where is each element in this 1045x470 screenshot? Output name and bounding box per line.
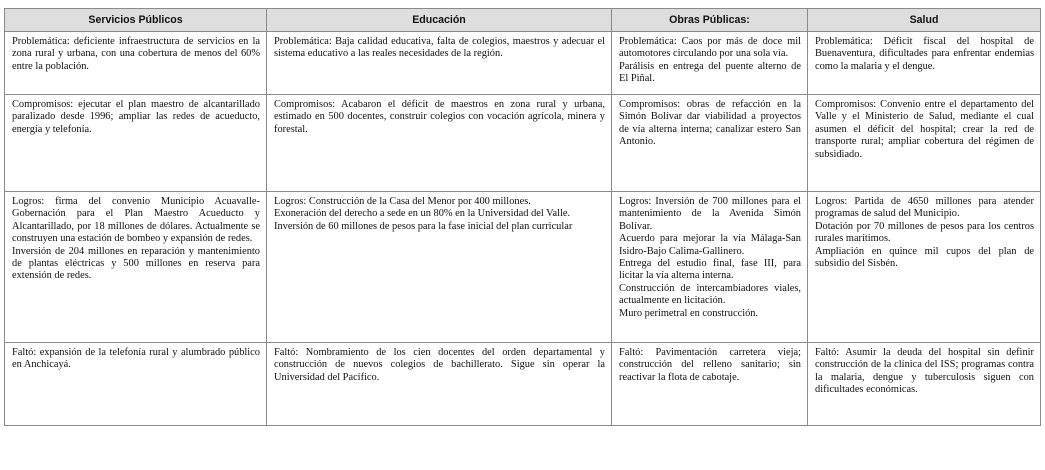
- cell-text: Inversión de 204 millones en reparación y mantenimiento de plantas eléctricas y 500 millones en reserva para extensión de redes.: [12, 245, 260, 282]
- cell-text: Problemática: Baja calidad educativa, falta de colegios, maestros y adecuar el sistema educativo a las reales necesidades de la región.: [274, 36, 605, 60]
- cell-text: Muro perimetral en construcción.: [619, 307, 759, 319]
- cell-problematica-educacion: [267, 32, 612, 95]
- cell-text: Faltó: Asumir la deuda del hospital sin definir construcción de la clínica del ISS; programas contra la malaria, dengue y tuberculosis siguen con dificultades económicas.: [815, 347, 1034, 396]
- cell-text: Exoneración del derecho a sede en un 80% en la Universidad del Valle.: [274, 208, 571, 220]
- header-educacion: Educación: [267, 9, 612, 32]
- cell-text: Logros: firma del convenio Municipio Acuavalle-Gobernación para el Plan Maestro Acueducto y Alcantarillado, por 18 millones de dólares. Actualmente se construyen una estación de bombeo y expansión de redes.: [12, 196, 260, 245]
- cell-text: Ampliación en quince mil cupos del plan de subsidio del Sisbén.: [815, 245, 1034, 270]
- cell-text: Problemática: Déficit fiscal del hospital de Buenaventura, dificultades para enfrentar endemias como la malaria y el dengue.: [815, 36, 1034, 72]
- header-obras-publicas: Obras Públicas:: [612, 9, 808, 32]
- cell-text: Parálisis en entrega del puente alterno de El Piñal.: [619, 60, 801, 85]
- cell-text: Logros: Partida de 4650 millones para atender programas de salud del Municipio.: [815, 196, 1034, 220]
- header-servicios-publicos: Servicios Públicos: [5, 9, 267, 32]
- cell-problematica-salud: [808, 32, 1041, 95]
- cell-text: Problemática: deficiente infraestructura de servicios en la zona rural y urbana, con una cobertura de menos del 60% entre la población.: [12, 36, 260, 72]
- row-problematica: [5, 32, 1041, 95]
- cell-text: Compromisos: Convenio entre el departamento del Valle y el Ministerio de Salud, mediante el cual asumen el déficit del hospital; crear la red de transporte rural; ampliar cobertura del régimen de subsidiado.: [815, 99, 1034, 160]
- cell-compromisos-salud: [808, 95, 1041, 192]
- cell-logros-servicios: [5, 192, 267, 343]
- cell-falto-servicios: [5, 343, 267, 426]
- cell-compromisos-servicios: [5, 95, 267, 192]
- cell-falto-salud: [808, 343, 1041, 426]
- row-falto: [5, 343, 1041, 426]
- cell-text: Dotación por 70 millones de pesos para los centros rurales marítimos.: [815, 220, 1034, 245]
- cell-text: Faltó: Nombramiento de los cien docentes del orden departamental y construcción de nuevos colegios de bachillerato. Sigue sin operar la Universidad del Pacífico.: [274, 347, 605, 383]
- row-compromisos: [5, 95, 1041, 192]
- cell-logros-salud: [808, 192, 1041, 343]
- cell-text: Faltó: Pavimentación carretera vieja; construcción del relleno sanitario; sin reactivar la flota de cabotaje.: [619, 347, 801, 383]
- cell-compromisos-educacion: [267, 95, 612, 192]
- cell-problematica-obras: [612, 32, 808, 95]
- cell-text: Construcción de intercambiadores viales, actualmente en licitación.: [619, 282, 801, 307]
- cell-text: Compromisos: Acabaron el déficit de maestros en zona rural y urbana, estimado en 500 docentes, construir colegios con vocación agrícola, minera y forestal.: [274, 99, 605, 135]
- cell-compromisos-obras: [612, 95, 808, 192]
- cell-text: Compromisos: ejecutar el plan maestro de alcantarillado paralizado desde 1996; ampliar las redes de acueducto, energía y telefonía.: [12, 99, 260, 135]
- cell-text: Inversión de 60 millones de pesos para la fase inicial del plan curricular: [274, 220, 573, 232]
- cell-logros-obras: [612, 192, 808, 343]
- cell-falto-educacion: [267, 343, 612, 426]
- cell-text: Problemática: Caos por más de doce mil automotores circulando por una sola vía.: [619, 36, 801, 60]
- header-salud: Salud: [808, 9, 1041, 32]
- cell-text: Logros: Construcción de la Casa del Menor por 400 millones.: [274, 196, 531, 207]
- header-row: [5, 9, 1041, 32]
- cell-falto-obras: [612, 343, 808, 426]
- cell-text: Acuerdo para mejorar la vía Málaga-San Isidro-Bajo Calima-Gallinero.: [619, 233, 801, 257]
- comparison-table: [4, 8, 1041, 426]
- cell-text: Faltó: expansión de la telefonía rural y alumbrado público en Anchicayá.: [12, 347, 260, 371]
- cell-logros-educacion: [267, 192, 612, 343]
- cell-problematica-servicios: [5, 32, 267, 95]
- cell-text: Compromisos: obras de refacción en la Simón Bolívar dar viabilidad a proyectos de vía alterna interna; canalizar estero San Antonio.: [619, 99, 801, 148]
- row-logros: [5, 192, 1041, 343]
- cell-text: Logros: Inversión de 700 millones para el mantenimiento de la Avenida Simón Bolívar.: [619, 196, 801, 232]
- cell-text: Entrega del estudio final, fase III, para licitar la vía alterna interna.: [619, 258, 801, 282]
